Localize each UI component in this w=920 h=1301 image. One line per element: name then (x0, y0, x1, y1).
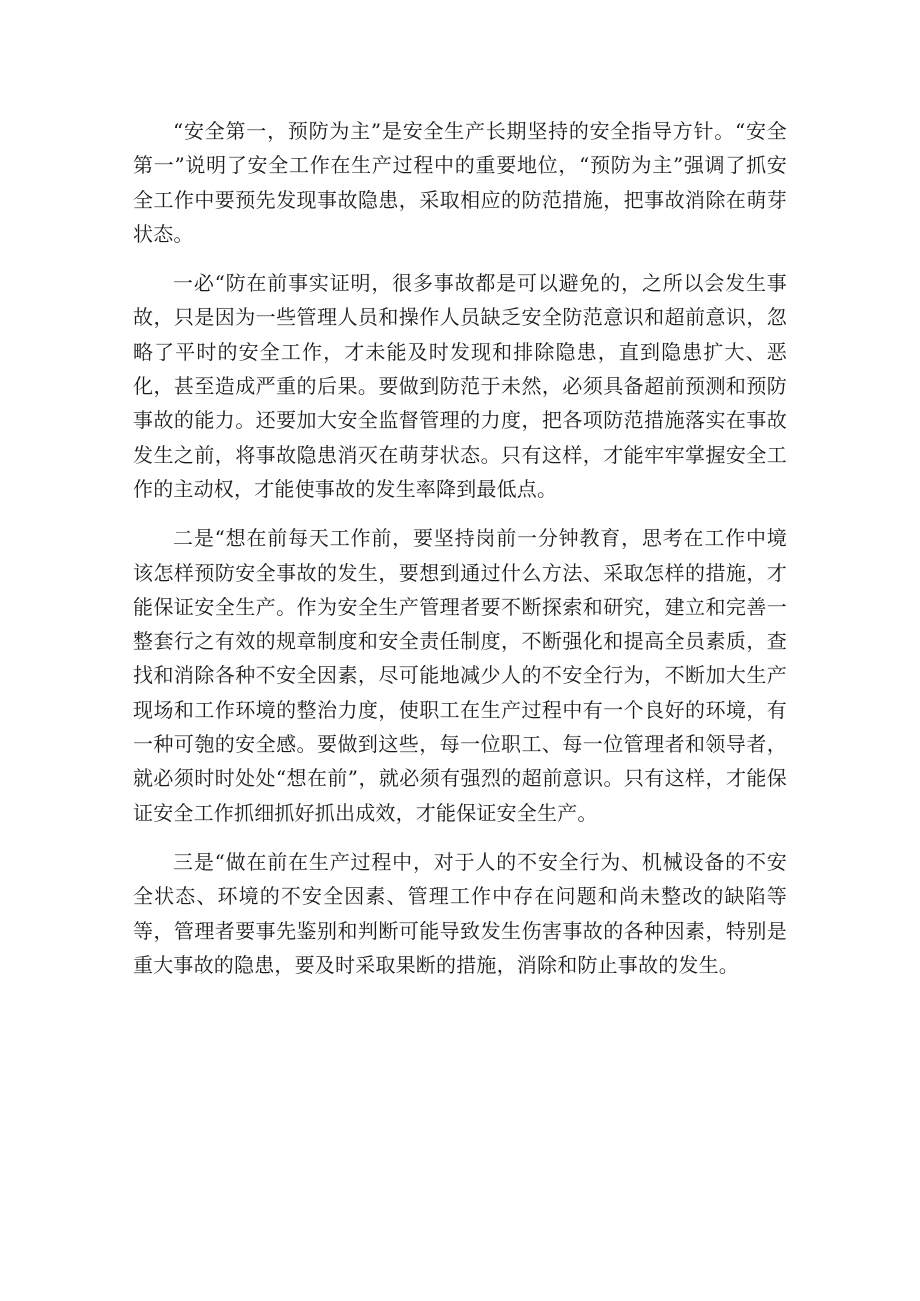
paragraph-think-first: 二是“想在前每天工作前，要坚持岗前一分钟教育，思考在工作中境该怎样预防安全事故的发生，要想到通过什么方法、采取怎样的措施，才能保证安全生产。作为安全生产管理者要不断探索和研究，建立和完善一整套行之有效的规章制度和安全责任制度，不断强化和提高全员素质，查找和消除各种不安全因素，尽可能地减少人的不安全行为，不断加大生产现场和工作环境的整治力度，使职工在生产过程中有一个良好的环境，有一种可匏的安全感。要做到这些，每一位职工、每一位管理者和领导者，就必须时时处处“想在前”，就必须有强烈的超前意识。只有这样，才能保证安全工作抓细抓好抓出成效，才能保证安全生产。 (133, 526, 787, 825)
document-body (133, 114, 787, 982)
paragraph-prevent-first: 一必“防在前事实证明，很多事故都是可以避免的，之所以会发生事故，只是因为一些管理人员和操作人员缺乏安全防范意识和超前意识，忽略了平时的安全工作，才未能及时发现和排除隐患，直到隐患扩大、恶化，甚至造成严重的后果。要做到防范于未然，必须具备超前预测和预防事故的能力。还要加大安全监督管理的力度，把各项防范措施落实在事故发生之前，将事故隐患消灭在萌芽状态。只有这样，才能牢牢掌握安全工作的主动权，才能使事故的发生率降到最低点。 (133, 271, 787, 501)
paragraph-act-first: 三是“做在前在生产过程中，对于人的不安全行为、机械设备的不安全状态、环境的不安全因素、管理工作中存在问题和尚未整改的缺陷等等，管理者要事先鉴别和判断可能导致发生伤害事故的各种因素，特别是重大事故的隐患，要及时采取果断的措施，消除和防止事故的发生。 (133, 849, 787, 977)
paragraph-policy-intro: “安全第一，预防为主”是安全生产长期坚持的安全指导方针。“安全第一”说明了安全工作在生产过程中的重要地位，“预防为主”强调了抓安全工作中要预先发现事故隐患，采取相应的防范措施，把事故消除在萌芽状态。 (133, 119, 787, 246)
